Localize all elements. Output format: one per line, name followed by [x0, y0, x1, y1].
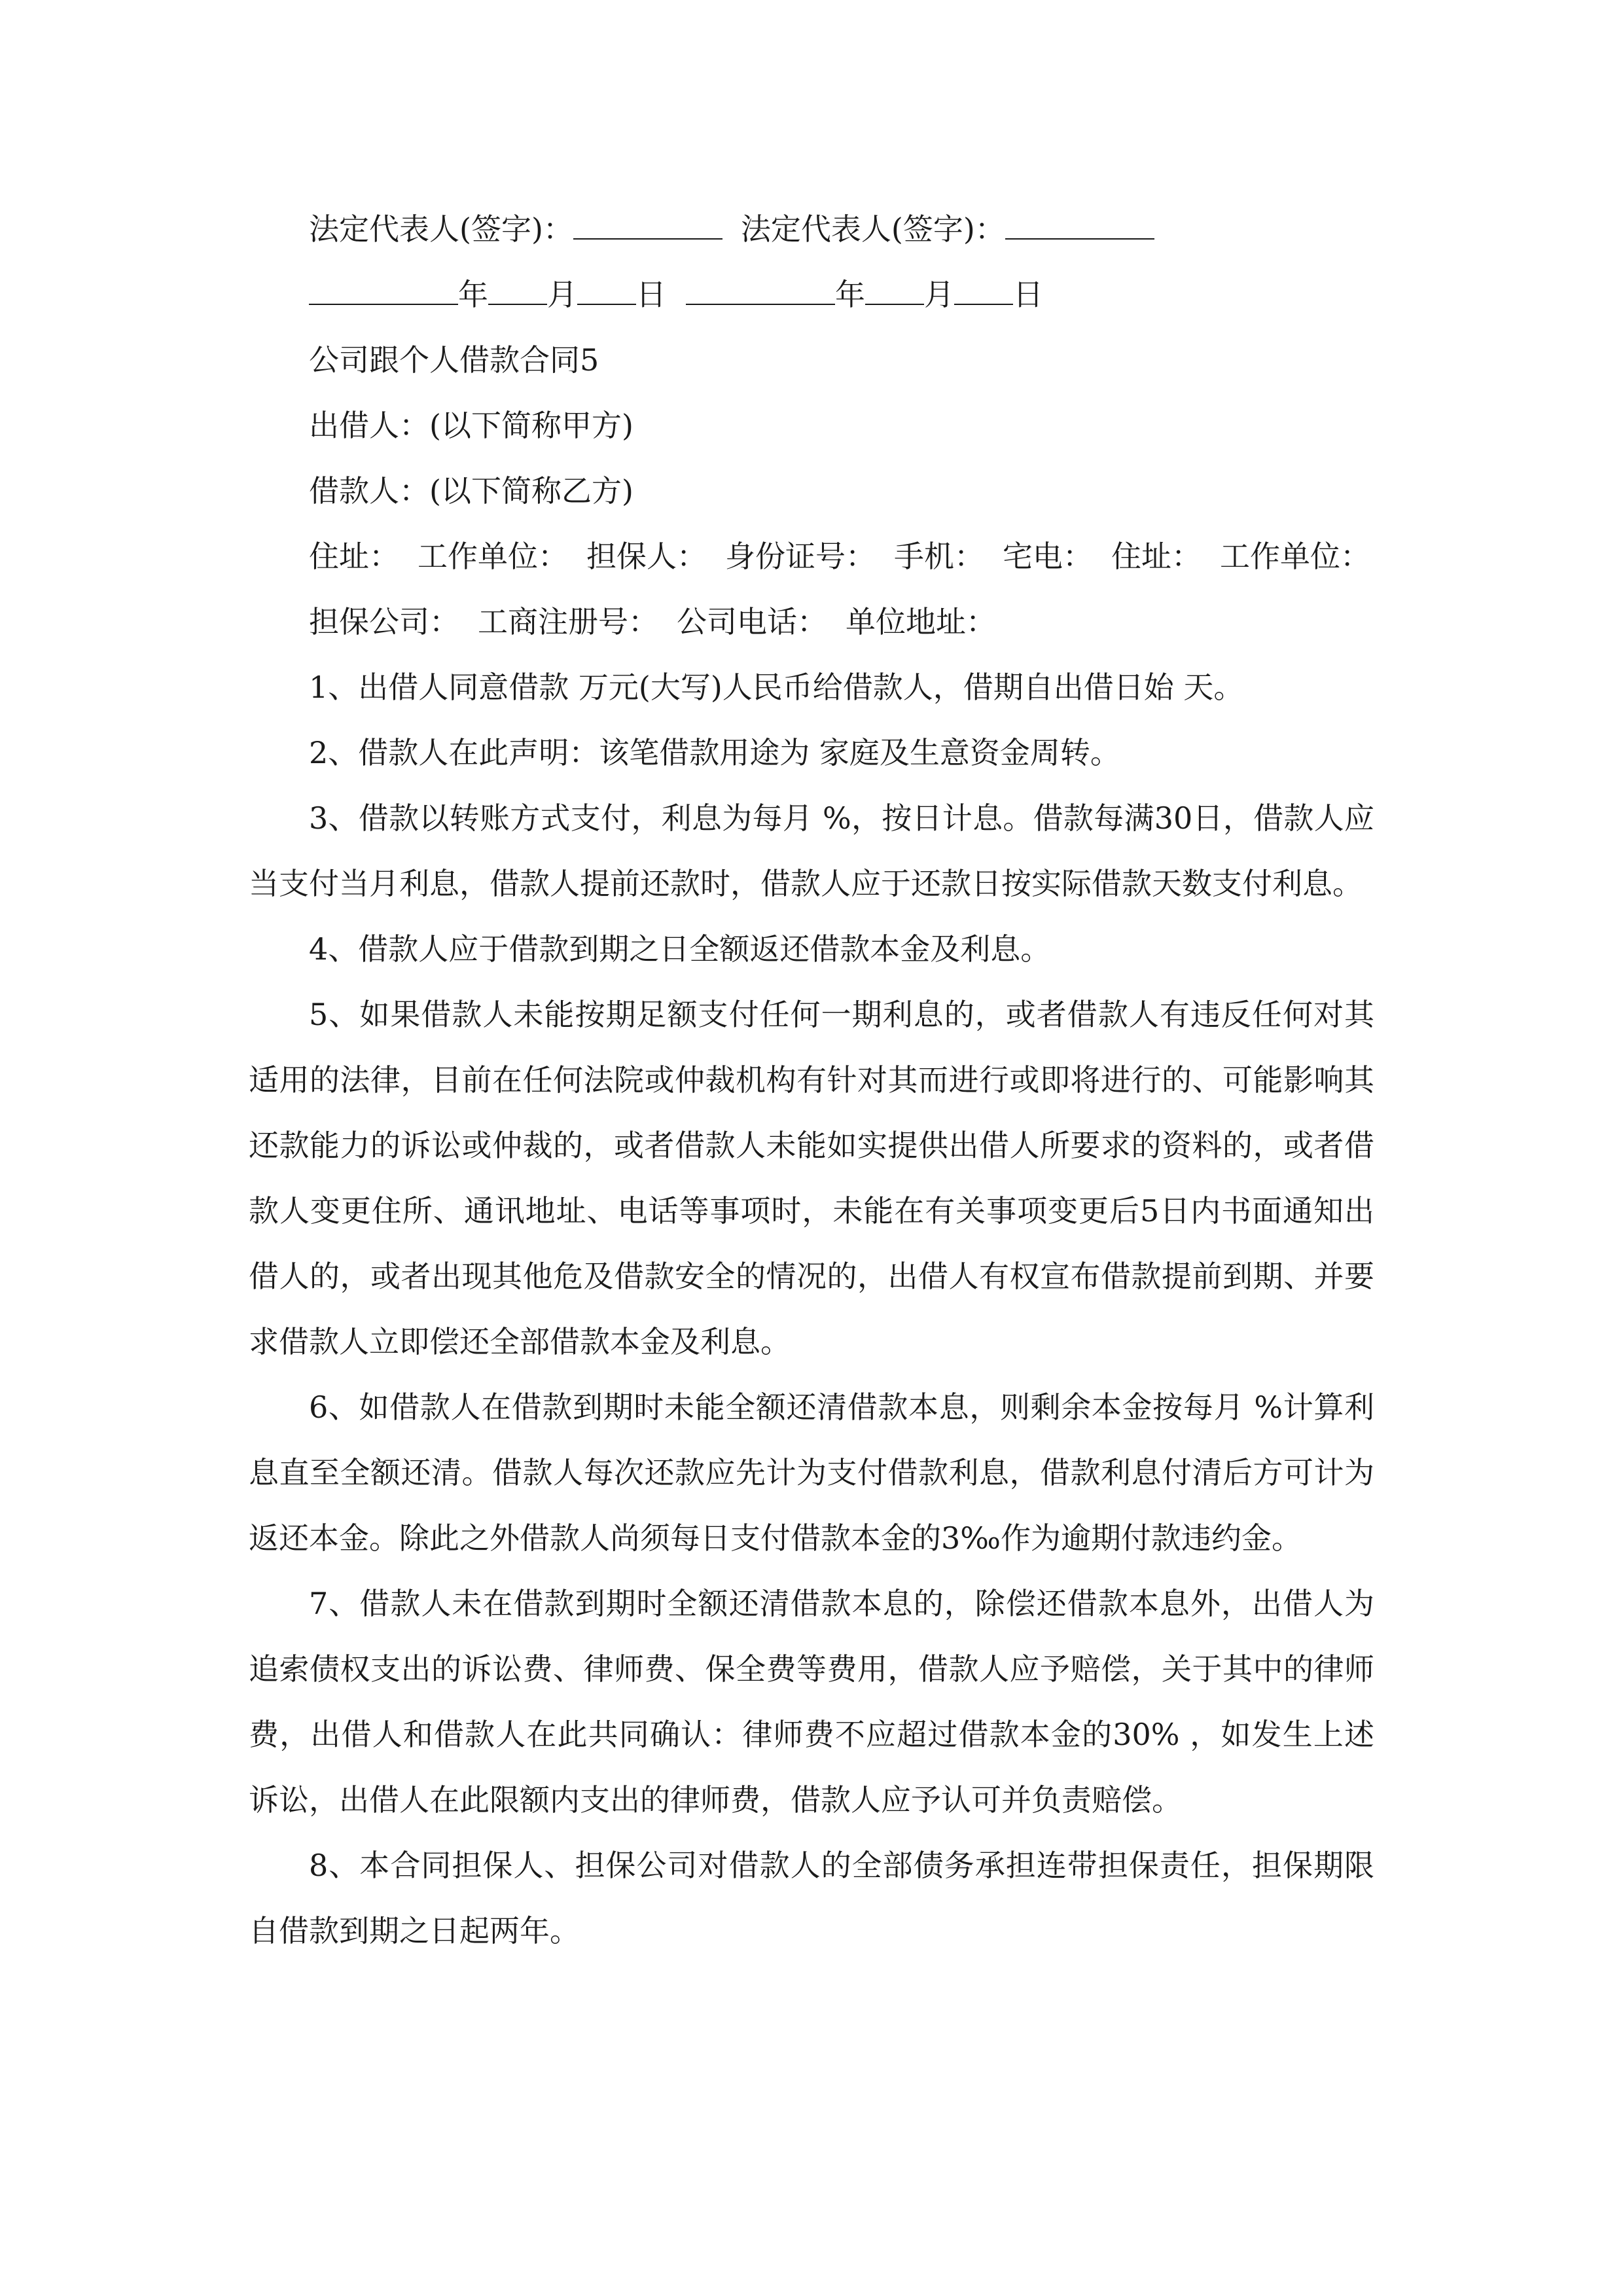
- field-home-phone: 宅电：: [1003, 539, 1093, 574]
- day-blank-1[interactable]: [577, 278, 636, 305]
- field-company-phone: 公司电话：: [677, 604, 827, 639]
- legal-rep-label-1: 法定代表人(签字)：: [309, 211, 573, 247]
- document-page: [249, 196, 1374, 1964]
- day-label-1: 日: [636, 277, 666, 312]
- month-blank-2[interactable]: [865, 278, 924, 305]
- info-fields-line-1: [249, 524, 1374, 589]
- info-fields-line-2: [249, 589, 1374, 655]
- clause-2: 2、借款人在此声明：该笔借款用途为 家庭及生意资金周转。: [309, 735, 1120, 770]
- month-label-2: 月: [924, 277, 954, 312]
- date-line: [249, 262, 1374, 327]
- field-work-unit-2: 工作单位：: [1220, 539, 1370, 574]
- field-id-number: 身份证号：: [725, 539, 876, 574]
- year-blank-1[interactable]: [309, 278, 458, 305]
- year-label-1: 年: [458, 277, 488, 312]
- field-guarantee-company: 担保公司：: [309, 604, 459, 639]
- year-blank-2[interactable]: [686, 278, 835, 305]
- clause-5: 5、如果借款人未能按期足额支付任何一期利息的，或者借款人有违反任何对其适用的法律，目前在任何法院或仲裁机构有针对其而进行或即将进行的、可能影响其还款能力的诉讼或仲裁的，或者借款人未能如实提供出借人所要求的资料的，或者借款人变更住所、通讯地址、电话等事项时，未能在有关事项变更后5日内书面通知出借人的，或者出现其他危及借款安全的情况的，出借人有权宣布借款提前到期、并要求借款人立即偿还全部借款本金及利息。: [249, 997, 1374, 1359]
- clause-3: 3、借款以转账方式支付，利息为每月 %，按日计息。借款每满30日，借款人应当支付当月利息，借款人提前还款时，借款人应于还款日按实际借款天数支付利息。: [249, 800, 1374, 901]
- clause-7: 7、借款人未在借款到期时全额还清借款本息的，除偿还借款本息外，出借人为追索债权支出的诉讼费、律师费、保全费等费用，借款人应予赔偿，关于其中的律师费，出借人和借款人在此共同确认：律师费不应超过借款本金的30% ，如发生上述诉讼，出借人在此限额内支出的律师费，借款人应予认可并负责赔偿。: [249, 1586, 1374, 1818]
- signature-blank-2[interactable]: [1005, 212, 1154, 240]
- month-blank-1[interactable]: [488, 278, 547, 305]
- borrower-line: 借款人：(以下简称乙方): [309, 473, 633, 509]
- clause-6: 6、如借款人在借款到期时未能全额还清借款本息，则剩余本金按每月 %计算利息直至全额还清。借款人每次还款应先计为支付借款利息，借款利息付清后方可计为返还本金。除此之外借款人尚须每日支付借款本金的3‰作为逾期付款违约金。: [249, 1390, 1374, 1556]
- field-unit-address: 单位地址：: [846, 604, 996, 639]
- field-work-unit: 工作单位：: [418, 539, 568, 574]
- field-address: 住址：: [309, 539, 399, 574]
- day-blank-2[interactable]: [954, 278, 1013, 305]
- field-address-2: 住址：: [1111, 539, 1202, 574]
- clause-1: 1、出借人同意借款 万元(大写)人民币给借款人，借期自出借日始 天。: [309, 670, 1244, 705]
- signature-line: [249, 196, 1374, 262]
- month-label-1: 月: [547, 277, 577, 312]
- signature-blank-1[interactable]: [573, 212, 722, 240]
- field-guarantor: 担保人：: [586, 539, 707, 574]
- clause-8: 8、本合同担保人、担保公司对借款人的全部债务承担连带担保责任，担保期限自借款到期之日起两年。: [249, 1848, 1374, 1948]
- field-business-reg-no: 工商注册号：: [478, 604, 658, 639]
- clause-4: 4、借款人应于借款到期之日全额返还借款本金及利息。: [309, 931, 1051, 967]
- legal-rep-label-2: 法定代表人(签字)：: [740, 211, 1005, 247]
- day-label-2: 日: [1013, 277, 1043, 312]
- lender-line: 出借人：(以下简称甲方): [309, 408, 633, 443]
- field-mobile: 手机：: [894, 539, 984, 574]
- year-label-2: 年: [835, 277, 865, 312]
- contract-title: 公司跟个人借款合同5: [309, 342, 599, 378]
